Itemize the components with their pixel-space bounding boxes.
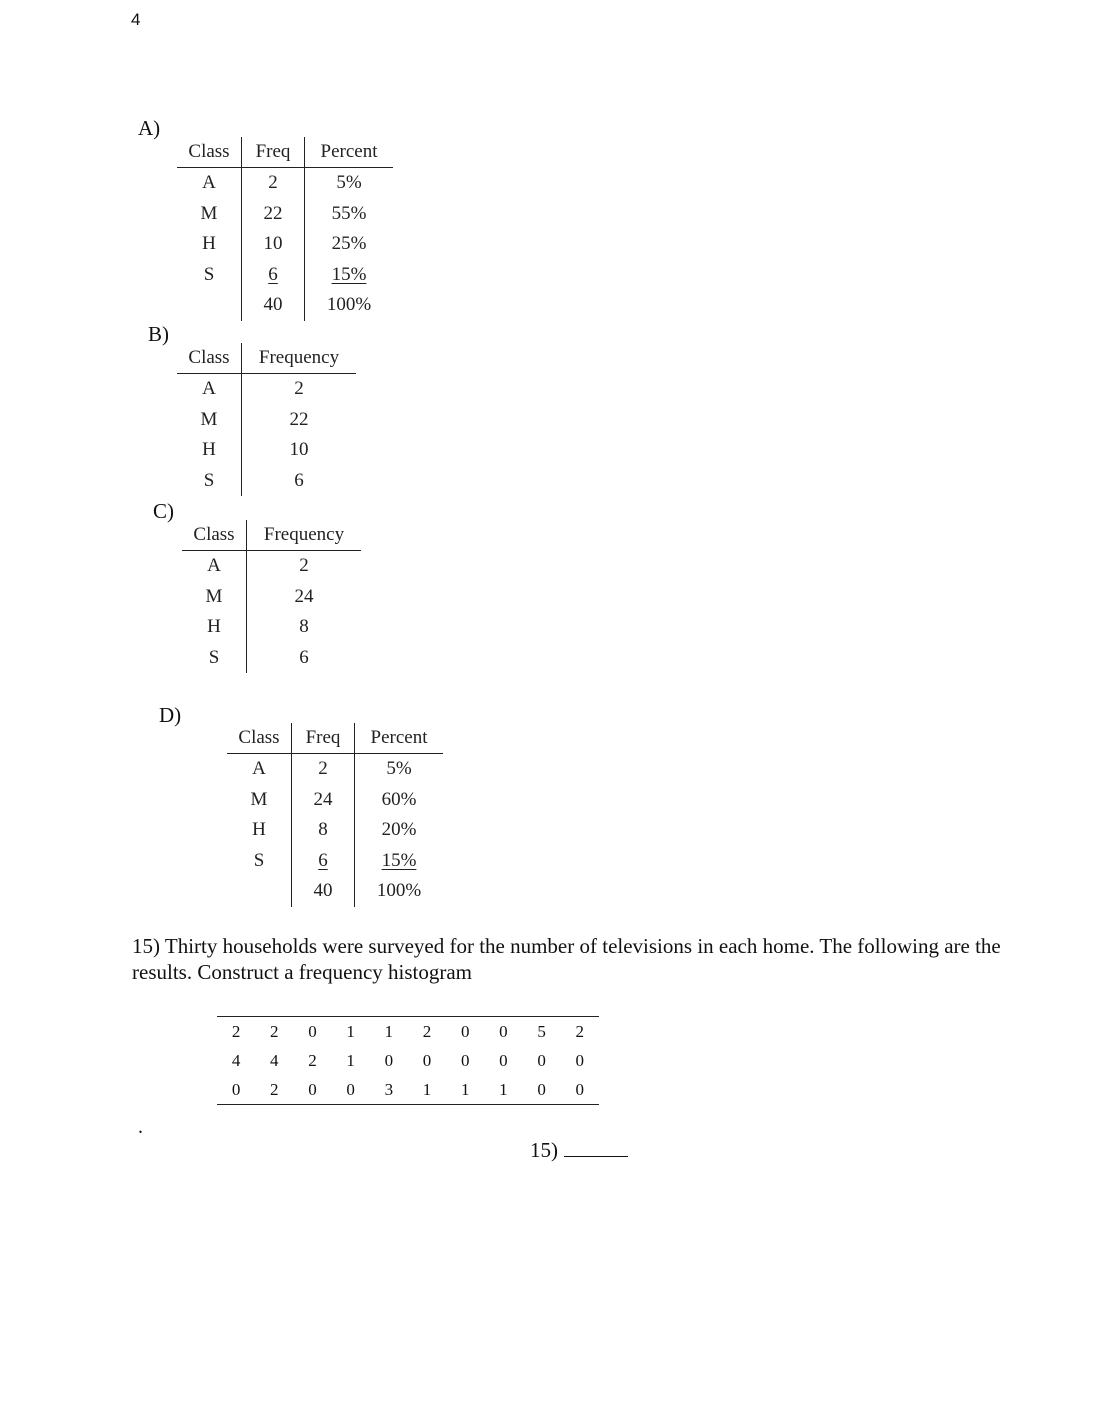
cell-frequency: 2 bbox=[294, 378, 304, 400]
cell-frequency: 8 bbox=[299, 616, 309, 638]
data-cell: 2 bbox=[270, 1021, 279, 1041]
data-cell: 3 bbox=[384, 1079, 394, 1099]
data-cell: 1 bbox=[422, 1079, 432, 1099]
cell-freq: 22 bbox=[242, 199, 305, 230]
data-cell: 1 bbox=[460, 1079, 470, 1099]
header-percent: Percent bbox=[305, 137, 394, 168]
cell-percent: 15% bbox=[381, 849, 417, 871]
table-row bbox=[227, 754, 443, 785]
table-row bbox=[182, 551, 361, 582]
cell-class: S bbox=[177, 260, 242, 291]
header-class: Class bbox=[182, 520, 247, 551]
option-c-table bbox=[182, 520, 361, 673]
question-text: 15) Thirty households were surveyed for the number of televisions in each home. The following are the results. Construct a frequency histogram bbox=[132, 934, 1001, 984]
cell-freq: 2 bbox=[242, 168, 305, 199]
cell-class: A bbox=[177, 374, 242, 405]
data-cell: 2 bbox=[231, 1021, 241, 1041]
answer-blank[interactable] bbox=[564, 1138, 628, 1157]
data-cell: 4 bbox=[231, 1050, 241, 1070]
cell-class: H bbox=[182, 612, 247, 643]
option-b-label: B) bbox=[148, 322, 169, 346]
cell-class: A bbox=[177, 168, 242, 199]
cell-freq: 24 bbox=[292, 785, 355, 816]
cell-total-percent: 100% bbox=[326, 294, 372, 316]
cell-total-freq: 40 bbox=[292, 876, 355, 907]
table-row bbox=[182, 612, 361, 643]
data-cell: 1 bbox=[384, 1021, 394, 1041]
header-class: Class bbox=[227, 723, 292, 754]
cell-class: M bbox=[227, 785, 292, 816]
option-b-table bbox=[177, 343, 356, 496]
cell-class: H bbox=[177, 435, 242, 466]
table-row bbox=[177, 374, 356, 405]
cell-percent: 25% bbox=[331, 233, 367, 255]
table-row bbox=[177, 435, 356, 466]
cell-total-class bbox=[177, 290, 242, 321]
data-cell: 0 bbox=[575, 1050, 585, 1070]
table-row bbox=[217, 1017, 599, 1047]
data-cell: 0 bbox=[537, 1079, 546, 1099]
data-cell: 0 bbox=[308, 1079, 317, 1099]
data-cell: 0 bbox=[537, 1050, 546, 1070]
cell-class: H bbox=[177, 229, 242, 260]
option-c-label: C) bbox=[153, 499, 174, 523]
table-row bbox=[227, 815, 443, 846]
answer-line bbox=[530, 1138, 628, 1163]
cell-frequency: 24 bbox=[294, 585, 314, 607]
data-cell: 0 bbox=[575, 1079, 585, 1099]
answer-label: 15) bbox=[530, 1138, 558, 1162]
data-cell: 2 bbox=[308, 1050, 317, 1070]
cell-class: M bbox=[182, 582, 247, 613]
header-freq: Freq bbox=[242, 137, 305, 168]
cell-class: A bbox=[182, 551, 247, 582]
cell-percent: 5% bbox=[386, 758, 412, 780]
table-row bbox=[177, 260, 393, 291]
data-cell: 4 bbox=[270, 1050, 279, 1070]
cell-class: A bbox=[227, 754, 292, 785]
stray-dot: . bbox=[138, 1116, 143, 1138]
data-cell: 2 bbox=[575, 1021, 585, 1041]
cell-frequency: 6 bbox=[299, 646, 309, 668]
data-cell: 1 bbox=[346, 1021, 355, 1041]
table-row bbox=[217, 1075, 599, 1105]
cell-frequency: 2 bbox=[299, 555, 309, 577]
data-cell: 1 bbox=[346, 1050, 355, 1070]
option-d-table bbox=[227, 723, 443, 907]
cell-total-percent: 100% bbox=[376, 880, 422, 902]
cell-class: S bbox=[227, 846, 292, 877]
header-class: Class bbox=[177, 137, 242, 168]
data-cell: 0 bbox=[422, 1050, 432, 1070]
cell-freq: 6 bbox=[318, 849, 328, 871]
data-cell: 0 bbox=[499, 1050, 508, 1070]
tv-data-table bbox=[217, 1016, 599, 1105]
table-row bbox=[217, 1046, 599, 1075]
table-row bbox=[177, 229, 393, 260]
table-row bbox=[227, 846, 443, 877]
table-row bbox=[177, 168, 393, 199]
cell-total-freq: 40 bbox=[242, 290, 305, 321]
cell-freq: 10 bbox=[242, 229, 305, 260]
header-freq: Freq bbox=[292, 723, 355, 754]
cell-percent: 20% bbox=[381, 819, 417, 841]
data-cell: 0 bbox=[231, 1079, 241, 1099]
table-row bbox=[182, 582, 361, 613]
table-row bbox=[177, 405, 356, 436]
data-cell: 0 bbox=[346, 1079, 355, 1099]
cell-freq: 8 bbox=[292, 815, 355, 846]
cell-total-class bbox=[227, 876, 292, 907]
data-cell: 0 bbox=[384, 1050, 394, 1070]
cell-class: H bbox=[227, 815, 292, 846]
option-d-label: D) bbox=[159, 703, 182, 727]
page-number: 4 bbox=[131, 10, 141, 29]
cell-percent: 60% bbox=[381, 788, 417, 810]
header-frequency: Frequency bbox=[242, 343, 357, 374]
cell-freq: 6 bbox=[268, 263, 278, 285]
data-cell: 2 bbox=[270, 1079, 279, 1099]
option-a-label: A) bbox=[138, 116, 161, 140]
data-cell: 2 bbox=[422, 1021, 432, 1041]
header-percent: Percent bbox=[355, 723, 444, 754]
data-cell: 0 bbox=[460, 1021, 470, 1041]
data-cell: 0 bbox=[499, 1021, 508, 1041]
cell-frequency: 22 bbox=[289, 408, 309, 430]
cell-class: M bbox=[177, 199, 242, 230]
data-cell: 1 bbox=[499, 1079, 508, 1099]
cell-class: M bbox=[177, 405, 242, 436]
total-row bbox=[227, 876, 443, 907]
data-cell: 5 bbox=[537, 1021, 546, 1041]
data-cell: 0 bbox=[460, 1050, 470, 1070]
cell-frequency: 6 bbox=[294, 469, 304, 491]
cell-class: S bbox=[182, 643, 247, 674]
table-row bbox=[227, 785, 443, 816]
cell-frequency: 10 bbox=[289, 439, 309, 461]
cell-percent: 5% bbox=[336, 172, 362, 194]
total-row bbox=[177, 290, 393, 321]
cell-class: S bbox=[177, 466, 242, 497]
data-cell: 0 bbox=[308, 1021, 317, 1041]
header-class: Class bbox=[177, 343, 242, 374]
table-row bbox=[177, 199, 393, 230]
table-row bbox=[177, 466, 356, 497]
table-row bbox=[182, 643, 361, 674]
cell-percent: 55% bbox=[331, 202, 367, 224]
cell-freq: 2 bbox=[292, 754, 355, 785]
cell-percent: 15% bbox=[331, 263, 367, 285]
option-a-table bbox=[177, 137, 393, 321]
header-frequency: Frequency bbox=[247, 520, 362, 551]
